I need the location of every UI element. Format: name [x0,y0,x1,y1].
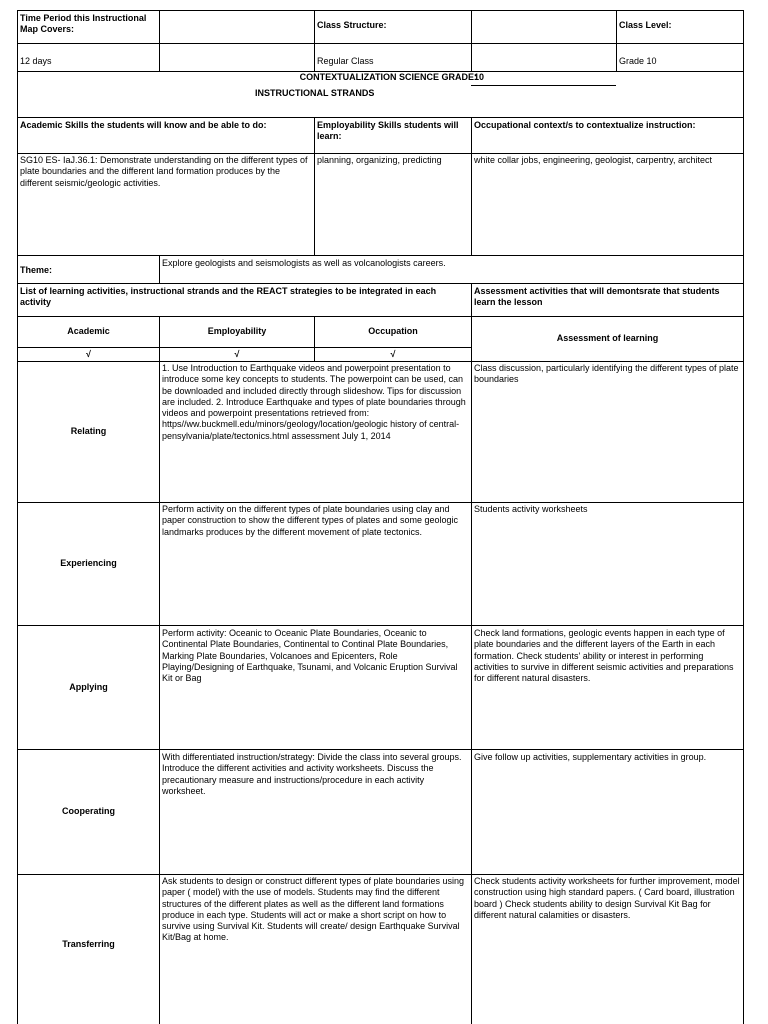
rule [17,43,744,44]
react-label-transferring: Transferring [62,939,115,950]
rule [17,153,744,154]
rule [471,117,472,255]
time-period-value: 12 days [20,56,52,66]
react-activity-experiencing: Perform activity on the different types of plate boundaries using clay and paper construction to show the different types of plates and some geologic landmarks produces by the different movement of plate tectonics. [162,504,459,537]
rule [17,255,744,256]
react-activity-applying: Perform activity: Oceanic to Oceanic Plate Boundaries, Oceanic to Continental Plate Boundaries, Continental to Continal Plate Boundaries, Marking Plate Boundaries, Volcanoes and Epicenters, Role Playing/Designing of Earthquake, Tsunami, and Volcanic Eruption Survival Kit or Bag [162,628,458,684]
rule [159,361,160,1024]
column-employability: Employability [207,326,267,337]
rule [159,10,160,71]
rule [471,283,472,316]
academic-skills-header: Academic Skills the students will know and be able to do: [20,120,267,130]
class-structure-label: Class Structure: [317,20,387,30]
learning-activities-header: List of learning activities, instructional strands and the REACT strategies to be integrated in each activity [20,286,437,308]
column-assessment: Assessment of learning [556,333,659,344]
occupational-context-value: white collar jobs, engineering, geologist, carpentry, architect [474,155,712,165]
rule [471,10,472,71]
class-structure-value: Regular Class [317,56,374,66]
column-occupation: Occupation [368,326,418,337]
check-occupation: √ [390,348,396,359]
react-label-applying: Applying [69,681,108,692]
theme-label: Theme: [20,265,53,275]
rule [314,10,315,71]
react-activity-transferring: Ask students to design or construct different types of plate boundaries using paper ( model) with the use of models. Students may find the different structures of the different plates as well as the different land formations produce in each type. Students will act or make a short script on how to survive using Survival Kit. Students will create/ design Earthquake Survival Kit/Bag at home. [162,876,465,943]
react-activity-cooperating: With differentiated instruction/strategy: Divide the class into several groups. Introduce the different activities and activity worksheets. Discuss the precautionary measure and instructions/procedure in each activity worksheet. [162,752,462,796]
react-label-experiencing: Experiencing [60,558,117,569]
employability-skills-header: Employability Skills students will learn: [317,120,459,142]
theme-value: Explore geologists and seismologists as well as volcanologists careers. [162,258,446,268]
contextualization-label: CONTEXTUALIZATION SCIENCE GRADE: [299,72,477,82]
class-level-label: Class Level: [619,20,672,30]
check-academic: √ [86,348,91,359]
react-activity-relating: 1. Use Introduction to Earthquake videos and powerpoint presentation to introduce some key concepts to students. The powerpoint can be used, can be downloaded and included directly through slideshow. Tips for discussion are included. 2. Introduce Earthquake and types of plate boundaries through videos and powerpoint presentations retrieved from: https//ww.buckmell.edu/minors/geology/location/geologic history of central-pensylvania/plate/tectonics.html assessment July 1, 2014 [162,363,466,441]
rule [17,283,744,284]
rule [17,117,744,118]
react-assessment-relating: Class discussion, particularly identifying the different types of plate boundaries [474,363,739,385]
react-assessment-experiencing: Students activity worksheets [474,504,588,514]
academic-skills-value: SG10 ES- IaJ.36.1: Demonstrate understanding on the different types of plate boundaries and the different land formation produces by the different seismic/geologic activities. [20,155,308,188]
time-period-label: Time Period this Instructional Map Covers: [20,13,147,35]
occupational-context-header: Occupational context/s to contextualize instruction: [474,120,696,130]
rule [17,10,744,11]
react-assessment-transferring: Check students activity worksheets for further improvement, model construction using high standard papers. ( Card board, illustration board ) Check students ability to design Survival Kit Bag for different natural calamities or disasters. [474,876,740,920]
react-label-cooperating: Cooperating [62,806,115,817]
rule [314,117,315,255]
column-academic: Academic [67,326,110,337]
react-assessment-cooperating: Give follow up activities, supplementary activities in group. [474,752,707,762]
assessment-activities-header: Assessment activities that will demontsrate that students learn the lesson [474,286,720,308]
react-label-relating: Relating [70,426,107,437]
instructional-strands: INSTRUCTIONAL STRANDS [255,88,375,98]
rule [159,255,160,283]
class-level-value: Grade 10 [619,56,657,66]
instructional-map-sheet [17,10,744,1024]
rule [616,10,617,71]
rule [743,10,744,1024]
employability-skills-value: planning, organizing, predicting [317,155,442,165]
check-employability: √ [234,348,240,359]
grade-value: 10 [474,72,485,82]
rule [471,316,472,1024]
react-assessment-applying: Check land formations, geologic events happen in each type of plate boundaries and the different layers of the Earth in each formation. Check students' ability or interest in performing activities to survive in different seismic activities and preparations for different natural disasters. [474,628,734,684]
grade-underline [471,85,616,86]
